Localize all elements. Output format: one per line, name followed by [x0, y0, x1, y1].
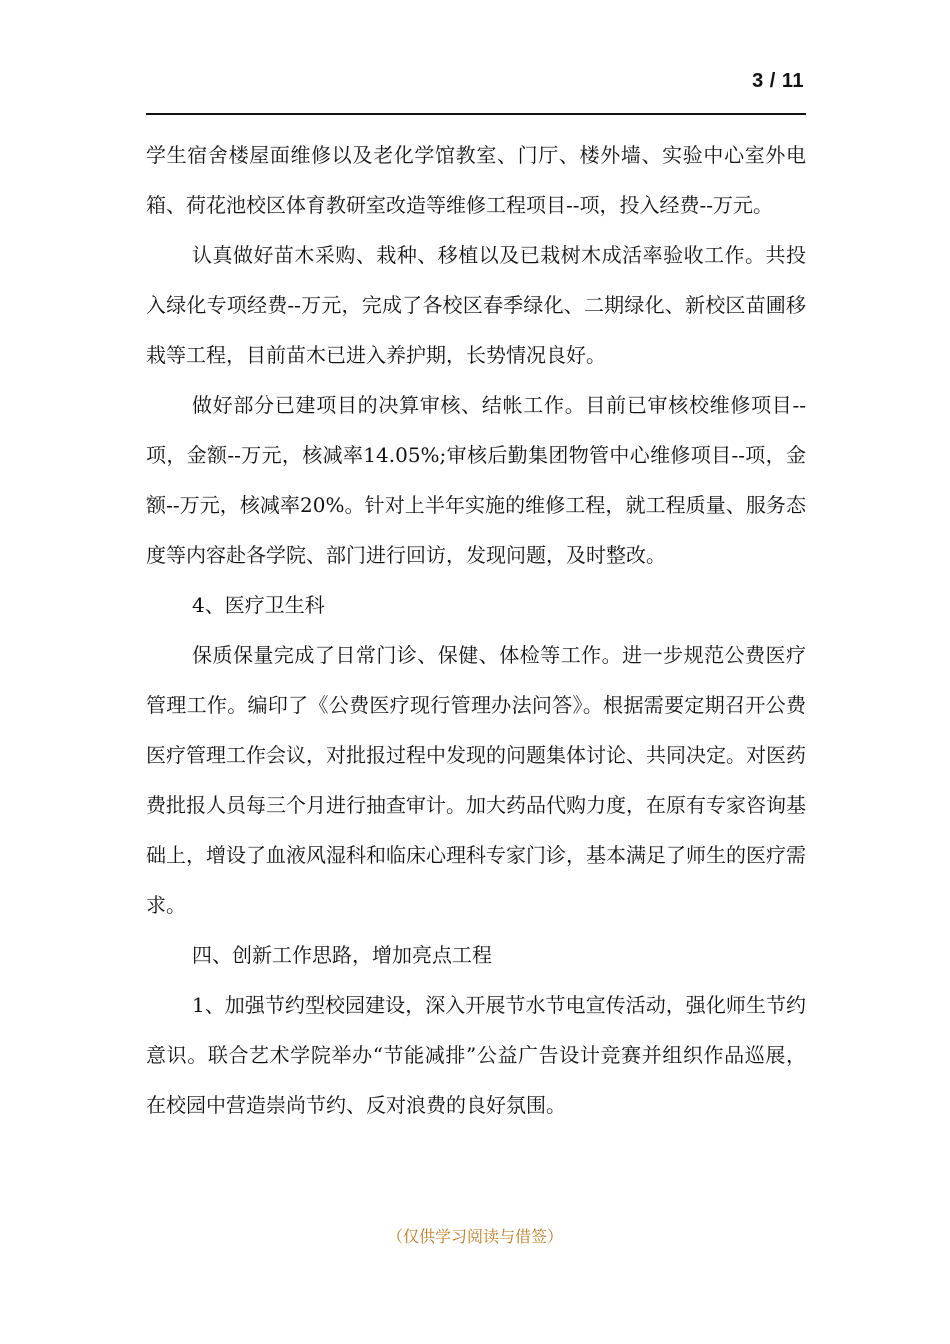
paragraph-energy-saving: 1、加强节约型校园建设，深入开展节水节电宣传活动，强化师生节约意识。联合艺术学院举办“节能减排”公益广告设计竞赛并组织作品巡展，在校园中营造崇尚节约、反对浪费的良好氛围。 — [146, 993, 806, 1117]
page-number: 3 / 11 — [752, 70, 804, 92]
paragraph-audit-work: 做好部分已建项目的决算审核、结帐工作。目前已审核校维修项目--项，金额--万元，核减率14.05%;审核后勤集团物管中心维修项目--项，金额--万元，核减率20%。针对上半年实施的维修工程，就工程质量、服务态度等内容赴各学院、部门进行回访，发现问题，及时整改。 — [146, 393, 806, 567]
paragraph-greening-work: 认真做好苗木采购、栽种、移植以及已栽树木成活率验收工作。共投入绿化专项经费--万元，完成了各校区春季绿化、二期绿化、新校区苗圃移栽等工程，目前苗木已进入养护期，长势情况良好。 — [146, 243, 806, 367]
header-divider — [146, 113, 806, 115]
footer-disclaimer: （仅供学习阅读与借签） — [386, 1227, 563, 1246]
section-heading-medical: 4、医疗卫生科 — [192, 593, 325, 617]
paragraph-medical-work: 保质保量完成了日常门诊、保健、体检等工作。进一步规范公费医疗管理工作。编印了《公费医疗现行管理办法问答》。根据需要定期召开公费医疗管理工作会议，对批报过程中发现的问题集体讨论、共同决定。对医药费批报人员每三个月进行抽查审计。加大药品代购力度，在原有专家咨询基础上，增设了血液风湿科和临床心理科专家门诊，基本满足了师生的医疗需求。 — [146, 643, 806, 917]
section-heading-innovation: 四、创新工作思路，增加亮点工程 — [192, 943, 492, 967]
paragraph-maintenance-projects: 学生宿舍楼屋面维修以及老化学馆教室、门厅、楼外墙、实验中心室外电箱、荷花池校区体育教研室改造等维修工程项目--项，投入经费--万元。 — [146, 143, 806, 217]
document-body — [146, 130, 806, 1130]
